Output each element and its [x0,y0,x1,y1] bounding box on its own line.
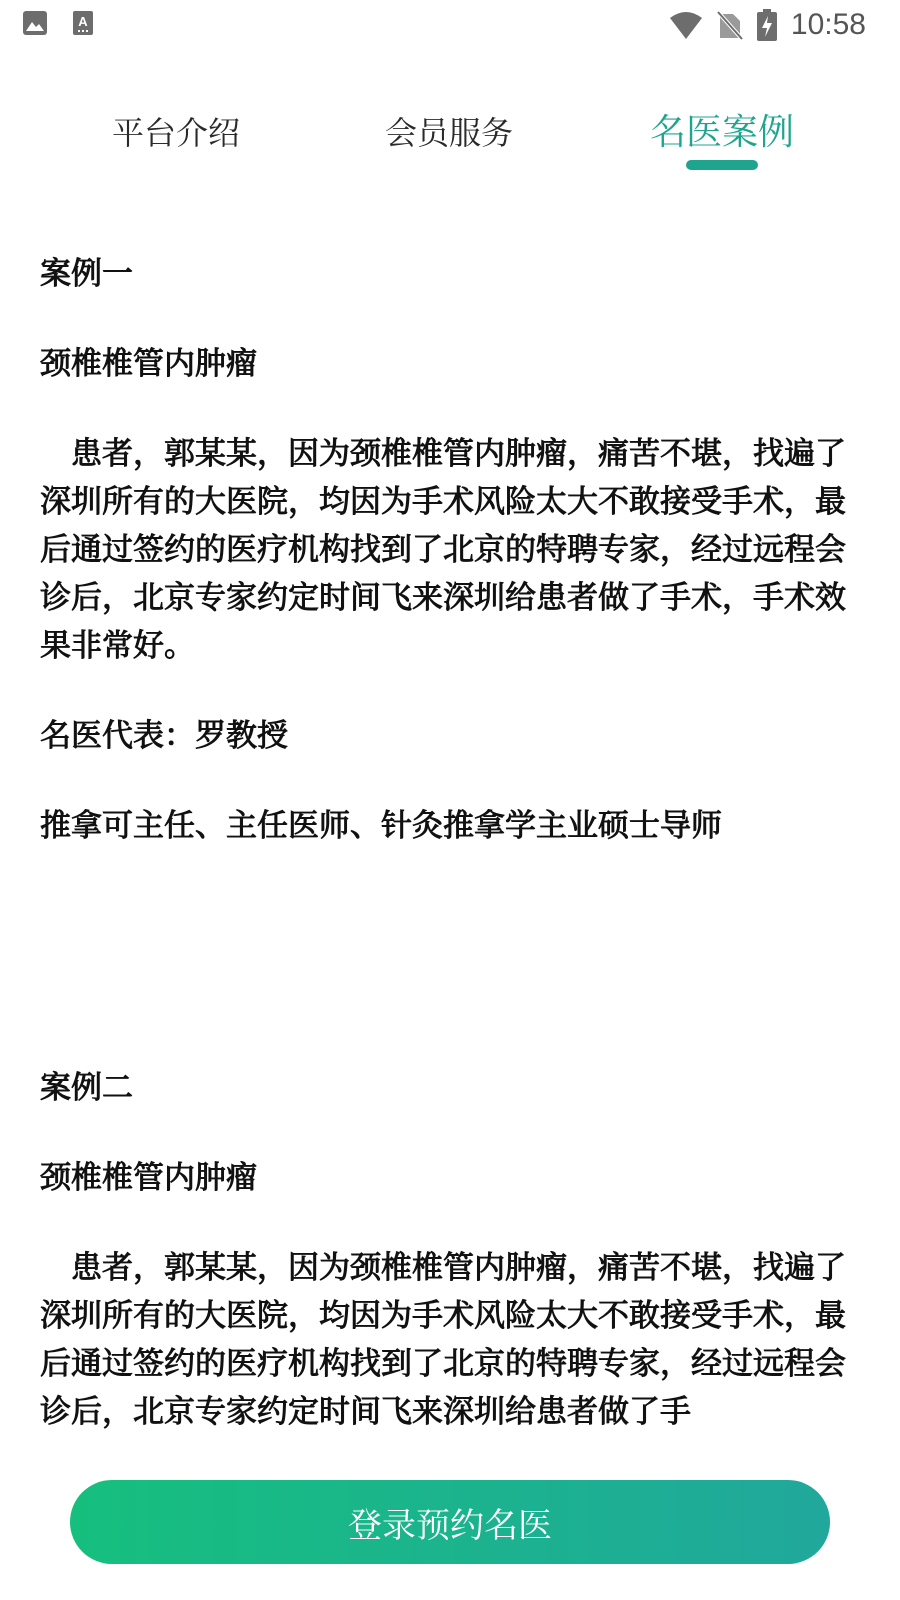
case-1-doctor: 名医代表：罗教授 [40,718,288,754]
wifi-icon [669,10,703,40]
case-1-subtitle: 颈椎椎管内肿瘤 [40,346,257,382]
svg-text:A: A [78,14,88,29]
case-1-title: 案例一 [40,256,133,292]
case-2-body: 患者，郭某某，因为颈椎椎管内肿瘤，痛苦不堪，找遍了深圳所有的大医院，均因为手术风险太大不敢接受手术，最后通过签约的医疗机构找到了北京的特聘专家，经过远程会诊后，北京专家约定时间飞来深圳给患者做了手 [40,1250,846,1430]
tab-member-service[interactable]: 会员服务 [384,114,514,152]
no-sim-icon [717,10,743,40]
status-bar [0,0,900,50]
login-book-doctor-button[interactable]: 登录预约名医 [70,1480,830,1564]
tab-bar [0,100,900,180]
case-spacer [40,892,862,1064]
image-icon [22,10,48,36]
keyboard-a-icon [70,10,96,36]
case-2-title: 案例二 [40,1070,133,1106]
tab-famous-doctor-cases[interactable]: 名医案例 [649,112,795,153]
status-time: 10:58 [790,8,866,41]
case-content[interactable] [40,250,862,1430]
battery-charging-icon [757,9,777,41]
case-1-doctor-title: 推拿可主任、主任医师、针灸推拿学主业硕士导师 [40,808,722,844]
case-1-body: 患者，郭某某，因为颈椎椎管内肿瘤，痛苦不堪，找遍了深圳所有的大医院，均因为手术风险太大不敢接受手术，最后通过签约的医疗机构找到了北京的特聘专家，经过远程会诊后，北京专家约定时间飞来深圳给患者做了手术，手术效果非常好。 [40,436,846,664]
active-tab-indicator [686,160,758,170]
case-2-subtitle: 颈椎椎管内肿瘤 [40,1160,257,1196]
tab-platform-intro[interactable]: 平台介绍 [111,114,241,152]
